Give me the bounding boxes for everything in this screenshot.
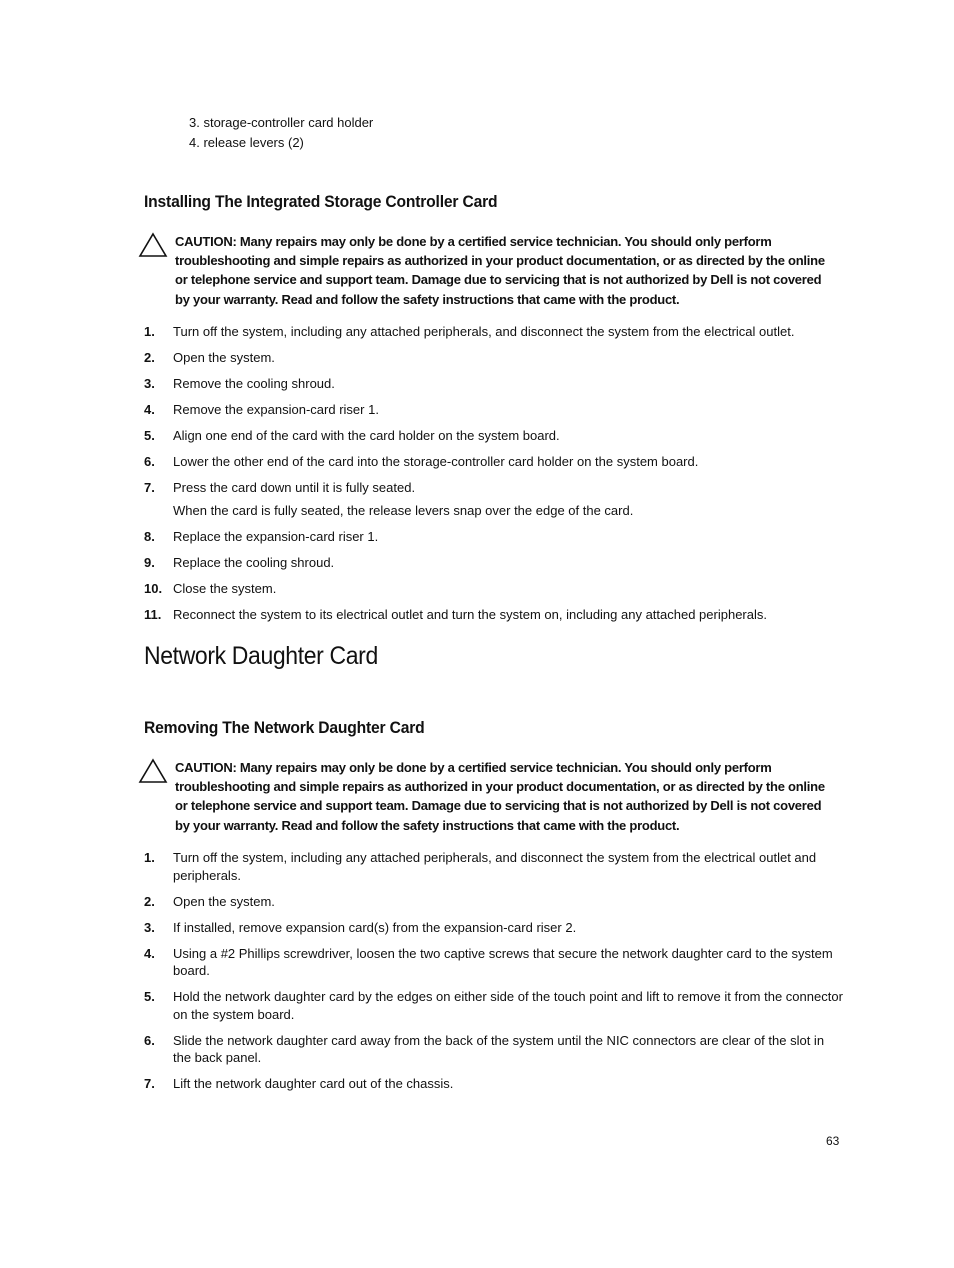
caution-text: CAUTION: Many repairs may only be done by a certified service technician. You should only perform troubleshooting and simple repairs as authorized in your product documentation, or as directed by the online or telephone service and support team. Damage due to servicing that is not authorized by Dell is not covered by your warranty. Read and follow the safety instructions that came with the product. [175, 760, 825, 833]
step-number: 1. [144, 850, 155, 865]
step-number: 5. [144, 989, 155, 1004]
step-text: Using a #2 Phillips screwdriver, loosen the two captive screws that secure the network daughter card to the system board. [173, 945, 833, 978]
step-number: 7. [144, 480, 155, 495]
caution-note [138, 232, 838, 309]
step-number: 2. [144, 893, 155, 909]
legend-item: 4. release levers (2) [189, 135, 304, 150]
step-number: 4. [144, 402, 155, 417]
step-number: 1. [144, 324, 155, 339]
step-number: 5. [144, 428, 155, 443]
list-item [144, 349, 844, 367]
list-item [144, 580, 844, 598]
chapter-title: Network Daughter Card [144, 642, 378, 670]
list-item [144, 606, 844, 624]
page-number: 63 [826, 1134, 840, 1148]
caution-triangle-icon [138, 758, 168, 784]
figure-legend-list [189, 113, 373, 153]
list-item [144, 375, 844, 393]
step-number: 11. [144, 606, 162, 622]
step-text: Open the system. [173, 893, 275, 909]
step-number: 2. [144, 350, 155, 365]
list-item [144, 528, 844, 546]
step-note: When the card is fully seated, the release levers snap over the edge of the card. [173, 502, 634, 518]
step-number: 4. [144, 945, 155, 961]
caution-text: CAUTION: Many repairs may only be done by a certified service technician. You should only perform troubleshooting and simple repairs as authorized in your product documentation, or as directed by the online or telephone service and support team. Damage due to servicing that is not authorized by Dell is not covered by your warranty. Read and follow the safety instructions that came with the product. [175, 234, 825, 307]
section-heading-installing: Installing The Integrated Storage Controller Card [144, 192, 498, 211]
install-steps-list [144, 323, 844, 623]
step-number: 6. [144, 1032, 155, 1048]
list-item [144, 427, 844, 445]
caution-triangle-icon [138, 232, 168, 258]
step-text: Align one end of the card with the card holder on the system board. [173, 428, 560, 443]
list-item [144, 988, 844, 1023]
step-text: Turn off the system, including any attached peripherals, and disconnect the system from the electrical outlet and peripherals. [173, 850, 817, 883]
step-number: 9. [144, 554, 155, 570]
step-number: 3. [144, 376, 155, 391]
step-text: Remove the expansion-card riser 1. [173, 402, 379, 417]
step-text: Close the system. [173, 580, 277, 596]
list-item [144, 893, 844, 911]
step-text: Turn off the system, including any attached peripherals, and disconnect the system from the electrical outlet. [173, 324, 795, 339]
list-item [144, 323, 844, 341]
list-item [144, 1032, 844, 1067]
list-item [144, 453, 844, 471]
step-number: 8. [144, 528, 155, 544]
list-item [144, 919, 844, 937]
step-text: Replace the cooling shroud. [173, 554, 335, 570]
list-item [144, 479, 844, 519]
step-number: 6. [144, 454, 155, 469]
legend-item: 3. storage-controller card holder [189, 115, 374, 130]
step-text: Lift the network daughter card out of the chassis. [173, 1076, 454, 1091]
list-item [144, 1075, 844, 1093]
list-item [144, 945, 844, 980]
step-text: Press the card down until it is fully seated. [173, 480, 416, 495]
remove-steps-list [144, 849, 844, 1093]
list-item [144, 554, 844, 572]
step-text: Hold the network daughter card by the edges on either side of the touch point and lift to remove it from the connector on the system board. [173, 989, 843, 1022]
step-text: Remove the cooling shroud. [173, 376, 335, 391]
step-number: 10. [144, 580, 163, 596]
step-text: Reconnect the system to its electrical outlet and turn the system on, including any attached peripherals. [173, 606, 767, 622]
step-text: Replace the expansion-card riser 1. [173, 528, 379, 544]
caution-note [138, 758, 838, 835]
section-heading-removing: Removing The Network Daughter Card [144, 718, 425, 737]
step-number: 7. [144, 1076, 155, 1091]
step-text: Open the system. [173, 350, 275, 365]
list-item [144, 849, 844, 884]
list-item [144, 401, 844, 419]
step-text: Lower the other end of the card into the storage-controller card holder on the system board. [173, 454, 699, 469]
step-number: 3. [144, 919, 155, 935]
step-text: If installed, remove expansion card(s) from the expansion-card riser 2. [173, 919, 577, 935]
step-text: Slide the network daughter card away from the back of the system until the NIC connectors are clear of the slot in the back panel. [173, 1032, 825, 1065]
